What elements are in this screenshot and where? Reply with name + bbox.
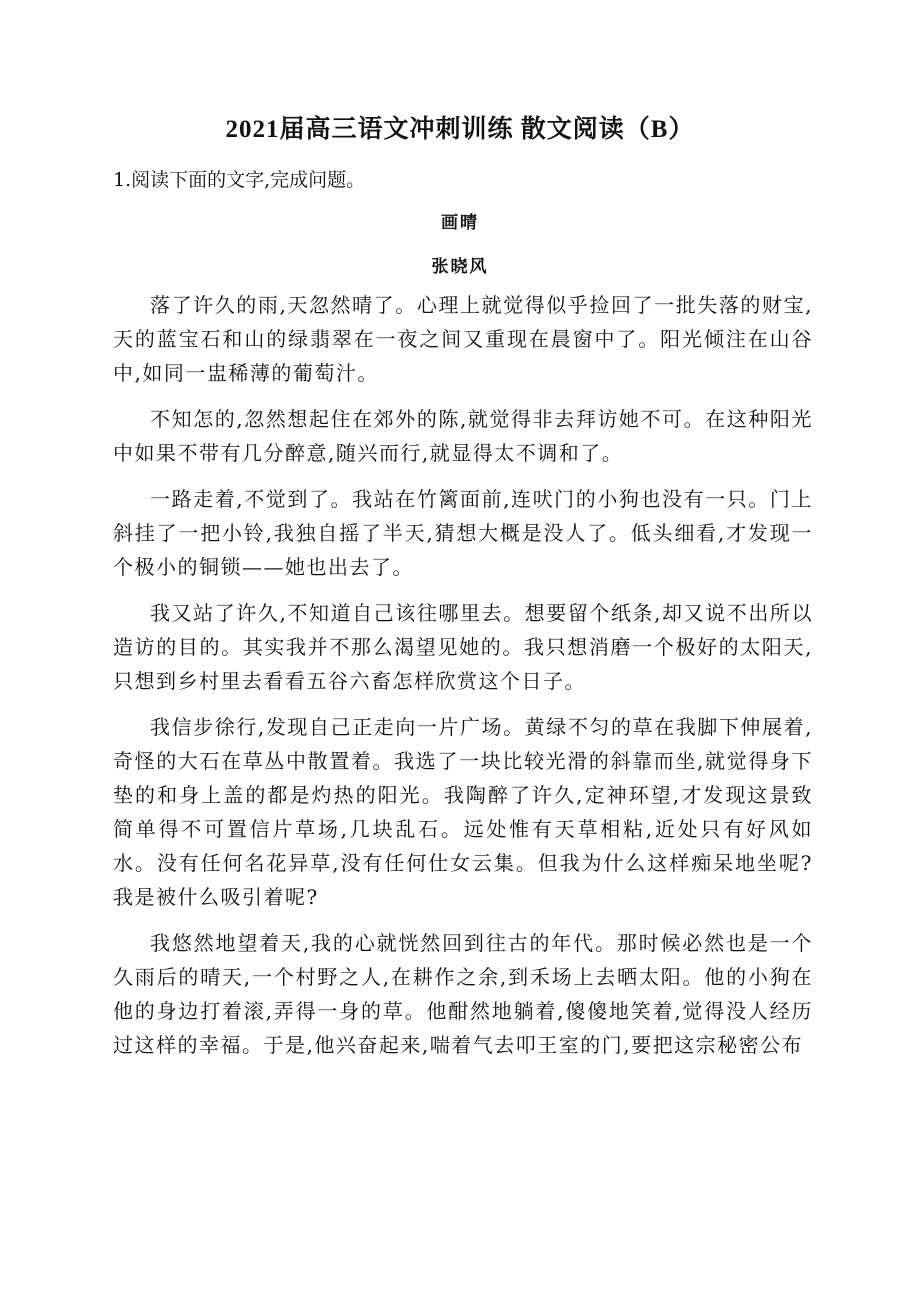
essay-body [113, 288, 813, 1074]
essay-author: 张晓风 [431, 257, 489, 277]
paragraph: 不知怎的,忽然想起住在郊外的陈,就觉得非去拜访她不可。在这种阳光中如果不带有几分醉意,随兴而行,就显得太不调和了。 [113, 407, 813, 465]
paragraph: 我又站了许久,不知道自己该往哪里去。想要留个纸条,却又说不出所以造访的目的。其实我并不那么渴望见她的。我只想消磨一个极好的太阳天,只想到乡村里去看看五谷六畜怎样欣赏这个日子。 [113, 601, 813, 693]
essay-title: 画晴 [441, 213, 479, 233]
document-title: 2021届高三语文冲刺训练 散文阅读（B） [225, 116, 695, 143]
paragraph: 一路走着,不觉到了。我站在竹篱面前,连吠门的小狗也没有一只。门上斜挂了一把小铃,我独自摇了半天,猜想大概是没人了。低头细看,才发现一个极小的铜锁——她也出去了。 [113, 487, 813, 579]
paragraph: 落了许久的雨,天忽然晴了。心理上就觉得似乎捡回了一批失落的财宝,天的蓝宝石和山的绿翡翠在一夜之间又重现在晨窗中了。阳光倾注在山谷中,如同一盅稀薄的葡萄汁。 [113, 293, 813, 385]
paragraph: 我信步徐行,发现自己正走向一片广场。黄绿不匀的草在我脚下伸展着,奇怪的大石在草丛中散置着。我选了一块比较光滑的斜靠而坐,就觉得身下垫的和身上盖的都是灼热的阳光。我陶醉了许久,定神环望,才发现这景致简单得不可置信片草场,几块乱石。远处惟有天草相粘,近处只有好风如水。没有任何名花异草,没有任何仕女云集。但我为什么这样痴呆地坐呢?我是被什么吸引着呢? [113, 715, 813, 909]
paragraph: 我悠然地望着天,我的心就恍然回到往古的年代。那时候必然也是一个久雨后的晴天,一个村野之人,在耕作之余,到禾场上去晒太阳。他的小狗在他的身边打着滚,弄得一身的草。他酣然地躺着,傻傻地笑着,觉得没人经历过这样的幸福。于是,他兴奋起来,喘着气去叩王室的门,要把这宗秘密公布 [113, 931, 813, 1057]
question-instruction: 1.阅读下面的文字,完成问题。 [113, 169, 366, 191]
